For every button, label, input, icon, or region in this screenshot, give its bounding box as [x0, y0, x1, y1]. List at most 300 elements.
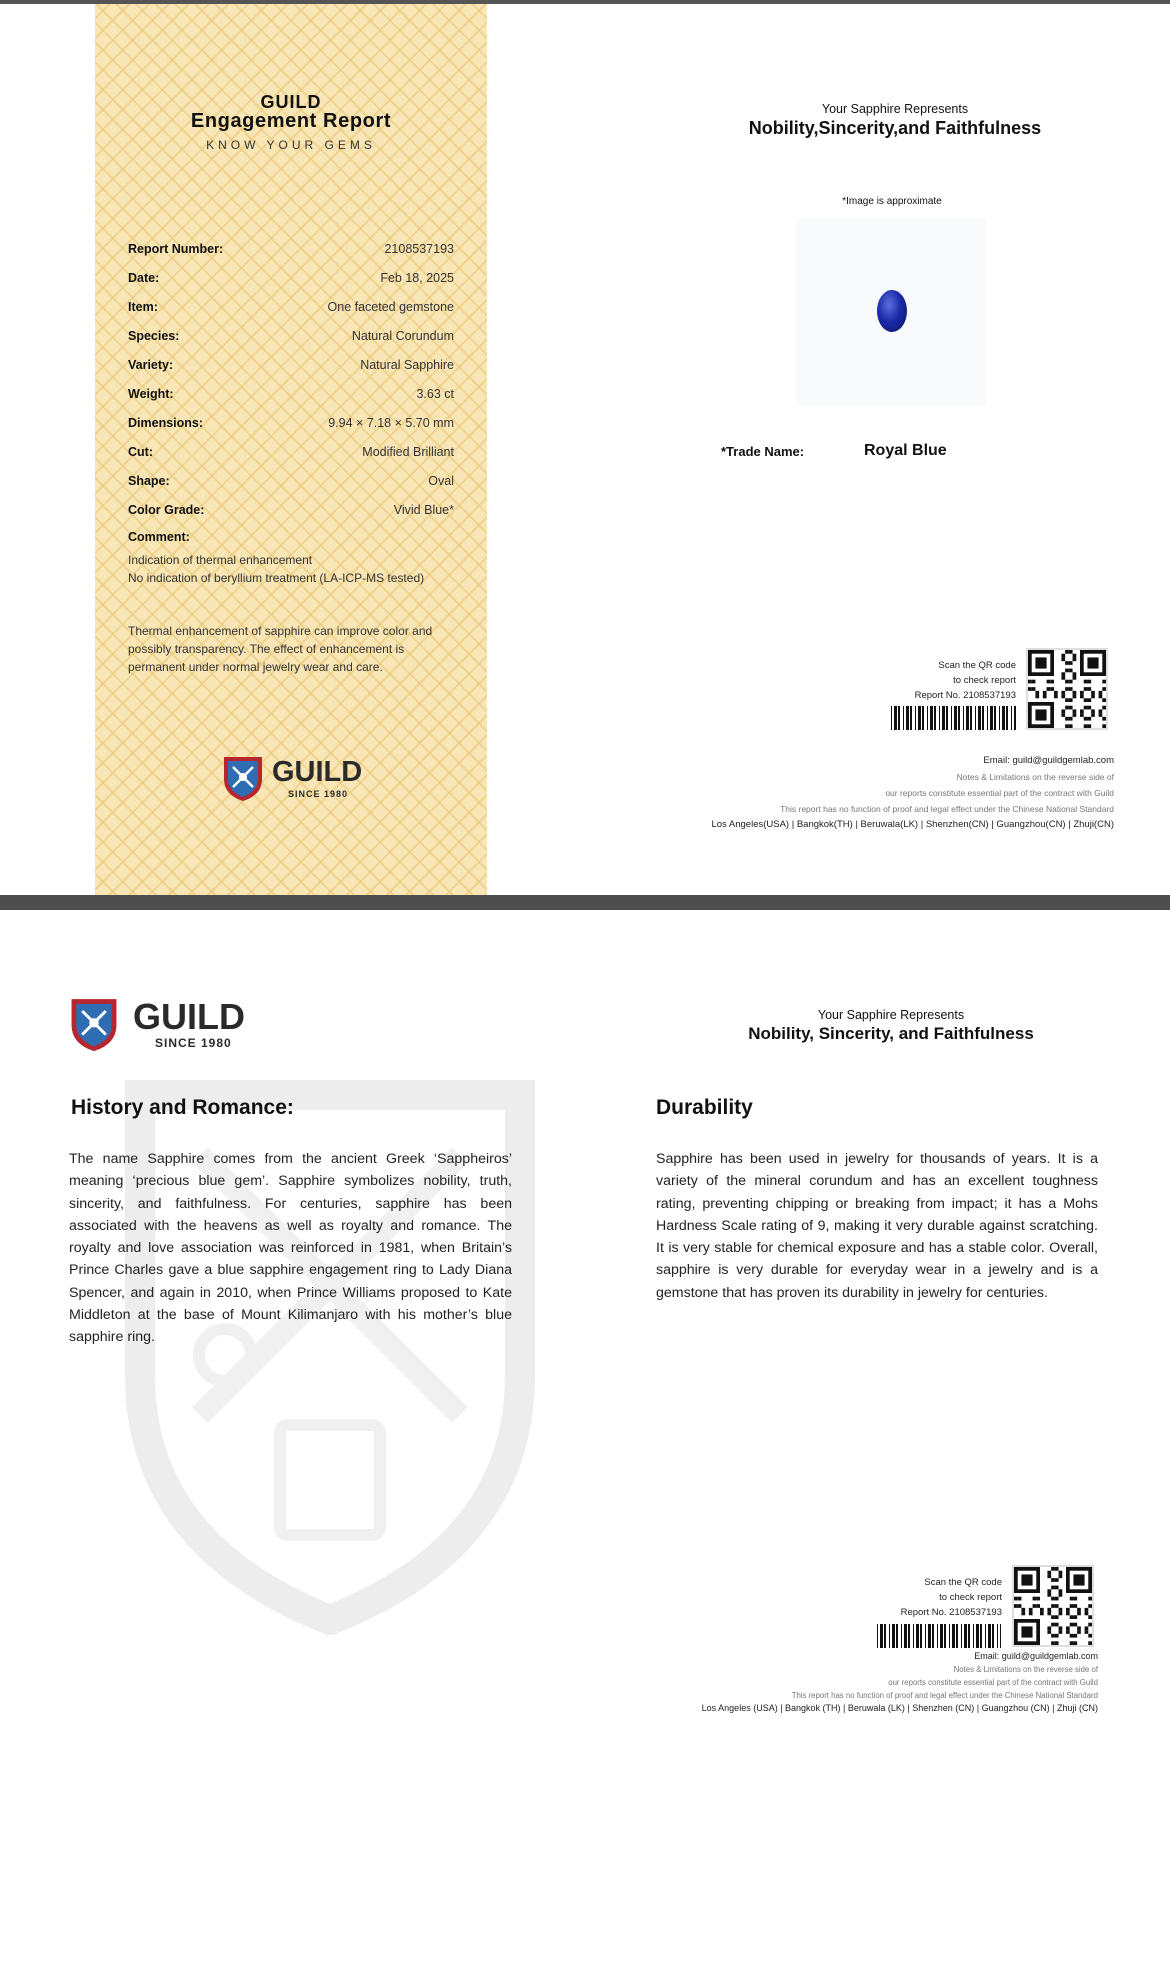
qr-module — [1073, 1623, 1077, 1627]
qr-module — [1084, 698, 1088, 702]
qr-module — [1080, 695, 1084, 699]
qr-module — [1065, 724, 1069, 728]
qr-module — [1059, 1608, 1063, 1612]
logo-wordmark: GUILD — [133, 996, 245, 1037]
qr-module — [1070, 1597, 1074, 1601]
thermal-note: Thermal enhancement of sapphire can improve color and possibly transparency. The effect of enhancement is permanent under normal jewelry wear and care. — [128, 624, 433, 674]
scan-line: Scan the QR code — [924, 1577, 1002, 1588]
qr-module — [1085, 1608, 1089, 1612]
qr-module — [1080, 713, 1084, 717]
qr-module — [1070, 1634, 1074, 1638]
barcode-bar — [990, 706, 993, 730]
barcode-bar — [940, 1624, 943, 1648]
footer-note: our reports constitute essential part of the contract with Guild — [885, 788, 1114, 798]
qr-module — [1085, 1630, 1089, 1634]
qr-module — [1073, 1641, 1077, 1645]
qr-module — [1043, 695, 1047, 699]
field-weight — [128, 387, 454, 407]
barcode-bar — [916, 1624, 919, 1648]
field-value: Feb 18, 2025 — [380, 271, 454, 285]
comment-line: Indication of thermal enhancement — [128, 553, 313, 567]
qr-finder — [1021, 1626, 1032, 1637]
qr-module — [1087, 717, 1091, 721]
qr-module — [1069, 706, 1073, 710]
report-panel — [95, 4, 487, 895]
qr-module — [1073, 691, 1077, 695]
qr-module — [1055, 1567, 1059, 1571]
logo-since: SINCE 1980 — [155, 1036, 232, 1050]
qr-module — [1018, 1604, 1022, 1608]
qr-module — [1040, 1608, 1044, 1612]
field-report-number — [128, 242, 454, 262]
field-color-grade — [128, 503, 454, 523]
barcode-bar — [985, 1624, 986, 1648]
barcode-bar — [987, 706, 988, 730]
qr-module — [1051, 1604, 1055, 1608]
field-date — [128, 271, 454, 291]
qr-module — [1087, 706, 1091, 710]
qr-module — [1066, 1608, 1070, 1612]
qr-module — [1088, 1615, 1092, 1619]
field-variety — [128, 358, 454, 378]
field-value: Vivid Blue* — [393, 503, 454, 517]
qr-module — [1087, 724, 1091, 728]
qr-module — [1102, 706, 1106, 710]
qr-module — [1050, 687, 1054, 691]
qr-module — [1032, 680, 1036, 684]
qr-module — [1065, 687, 1069, 691]
barcode-bar — [915, 706, 916, 730]
barcode-bar — [951, 706, 952, 730]
qr-module — [1054, 695, 1058, 699]
field-shape — [128, 474, 454, 494]
qr-module — [1050, 680, 1054, 684]
qr-module — [1061, 691, 1065, 695]
qr-module — [1051, 1597, 1055, 1601]
qr-module — [1099, 709, 1103, 713]
qr-module — [1051, 1578, 1055, 1582]
qr-module — [1073, 1604, 1077, 1608]
qr-module — [1035, 691, 1039, 695]
barcode-bar — [889, 1624, 890, 1648]
qr-module — [1088, 1604, 1092, 1608]
qr-module — [1073, 1634, 1077, 1638]
qr-module — [1043, 691, 1047, 695]
barcode-bar — [949, 1624, 950, 1648]
barcode-bar — [918, 706, 921, 730]
trade-name-label: *Trade Name: — [721, 444, 805, 459]
qr-module — [1077, 1608, 1081, 1612]
barcode-bar — [892, 1624, 895, 1648]
qr-module — [1084, 724, 1088, 728]
field-item — [128, 300, 454, 320]
qr-module — [1051, 1634, 1055, 1638]
field-label: Shape: — [128, 474, 170, 488]
qr-module — [1065, 706, 1069, 710]
represents-subtitle: Your Sapphire Represents — [817, 1008, 965, 1022]
qr-module — [1066, 1630, 1070, 1634]
footer-locations: Los Angeles (USA) | Bangkok (TH) | Beruwala (LK) | Shenzhen (CN) | Guangzhou (CN) | Zhuji (CN) — [701, 1703, 1098, 1713]
qr-module — [1055, 1634, 1059, 1638]
qr-finder — [1035, 709, 1046, 720]
barcode-bar — [877, 1624, 878, 1648]
gem-image — [796, 218, 986, 406]
field-cut — [128, 445, 454, 465]
barcode-bar — [978, 706, 981, 730]
barcode-bar — [927, 706, 928, 730]
qr-module — [1047, 680, 1051, 684]
barcode-bar — [1011, 706, 1012, 730]
qr-module — [1073, 709, 1077, 713]
trade-name-value: Royal Blue — [864, 442, 947, 459]
field-label: Report Number: — [128, 242, 224, 256]
qr-module — [1055, 1586, 1059, 1590]
qr-module — [1047, 1589, 1051, 1593]
page-separator — [0, 895, 1170, 910]
barcode-bar — [884, 1624, 886, 1648]
comment-text — [128, 551, 428, 587]
field-label: Dimensions: — [128, 416, 204, 430]
sapphire-gem — [877, 290, 907, 332]
qr-module — [1047, 1630, 1051, 1634]
qr-module — [1055, 1597, 1059, 1601]
represents-title: Nobility,Sincerity,and Faithfulness — [748, 118, 1042, 138]
qr-module — [1069, 698, 1073, 702]
panel-title: Engagement Report — [190, 110, 392, 132]
qr-module — [1087, 687, 1091, 691]
qr-module — [1069, 724, 1073, 728]
panel-brand: GUILD — [260, 92, 322, 112]
qr-module — [1033, 1597, 1037, 1601]
barcode-bar — [973, 1624, 974, 1648]
barcode-bar — [946, 706, 948, 730]
qr-module — [1069, 687, 1073, 691]
barcode-bar — [937, 1624, 938, 1648]
qr-module — [1102, 687, 1106, 691]
qr-module — [1065, 669, 1069, 673]
qr-module — [1073, 672, 1077, 676]
qr-module — [1028, 687, 1032, 691]
field-value: 9.94 × 7.18 × 5.70 mm — [328, 416, 454, 430]
field-label: Cut: — [128, 445, 153, 459]
barcode-bar — [980, 1624, 982, 1648]
qr-module — [1059, 1593, 1063, 1597]
barcode-bar — [925, 1624, 926, 1648]
qr-module — [1070, 1615, 1074, 1619]
field-value: One faceted gemstone — [327, 300, 454, 314]
barcode-bar — [952, 1624, 955, 1648]
qr-module — [1070, 1604, 1074, 1608]
qr-module — [1084, 680, 1088, 684]
qr-module — [1055, 1641, 1059, 1645]
qr-module — [1088, 1634, 1092, 1638]
field-label: Species: — [128, 329, 180, 343]
qr-module — [1055, 1623, 1059, 1627]
qr-module — [1047, 1612, 1051, 1616]
barcode-bar — [891, 706, 892, 730]
barcode-bar — [922, 706, 924, 730]
qr-module — [1073, 1597, 1077, 1601]
qr-module — [1047, 1626, 1051, 1630]
qr-module — [1059, 1589, 1063, 1593]
qr-module — [1061, 654, 1065, 658]
qr-module — [1033, 1604, 1037, 1608]
qr-finder — [1073, 1574, 1084, 1585]
qr-module — [1073, 713, 1077, 717]
qr-module — [1087, 698, 1091, 702]
barcode-bar — [963, 706, 964, 730]
qr-module — [1065, 661, 1069, 665]
barcode-bar — [961, 1624, 962, 1648]
qr-module — [1061, 695, 1065, 699]
history-body: The name Sapphire comes from the ancient Greek ‘Sappheiros’ meaning ‘precious blue gem’. Sapphire symbolizes nobility, truth, sincerity, and faithfulness. For centuries, sapphire has been associated with the heavens as well as royalty and romance. The royalty and love association was reinforced in 1981, when Britain’s Prince Charles gave a blue sapphire engagement ring to Lady Diana Spencer, and again in 2010, when Prince Williams proposed to Kate Middleton at the base of Mount Kilimanjaro with his mother’s blue sapphire ring. — [69, 1151, 512, 1346]
barcode-bar — [939, 706, 940, 730]
barcode-bar — [880, 1624, 883, 1648]
qr-instructions — [802, 1575, 1002, 1620]
barcode-bar — [999, 706, 1000, 730]
barcode-bar — [934, 706, 936, 730]
qr-module — [1070, 1623, 1074, 1627]
guild-shield-icon — [68, 992, 120, 1056]
qr-module — [1088, 1641, 1092, 1645]
qr-module — [1055, 1578, 1059, 1582]
footer-note: This report has no function of proof and legal effect under the Chinese National Standard — [780, 804, 1114, 814]
qr-module — [1014, 1604, 1018, 1608]
footer-note: our reports constitute essential part of the contract with Guild — [888, 1678, 1098, 1687]
qr-module — [1099, 691, 1103, 695]
barcode-bar — [932, 1624, 934, 1648]
footer-note: Notes & Limitations on the reverse side of — [956, 772, 1114, 782]
qr-instructions — [816, 658, 1016, 703]
qr-module — [1102, 724, 1106, 728]
scan-line: to check report — [939, 1592, 1002, 1603]
barcode-bar — [894, 706, 897, 730]
qr-module — [1035, 695, 1039, 699]
field-value: 3.63 ct — [416, 387, 454, 401]
qr-module — [1085, 1626, 1089, 1630]
qr-code[interactable] — [1026, 648, 1108, 730]
qr-module — [1036, 1597, 1040, 1601]
qr-module — [1091, 691, 1095, 695]
barcode-bar — [997, 1624, 998, 1648]
barcode-bar — [1006, 706, 1008, 730]
qr-module — [1047, 687, 1051, 691]
represents-subtitle: Your Sapphire Represents — [821, 102, 969, 116]
barcode-bar — [988, 1624, 991, 1648]
qr-module — [1102, 717, 1106, 721]
qr-module — [1077, 1626, 1081, 1630]
footer-email: Email: guild@guildgemlab.com — [974, 1651, 1098, 1661]
qr-module — [1061, 713, 1065, 717]
qr-module — [1091, 709, 1095, 713]
qr-module — [1102, 698, 1106, 702]
qr-module — [1069, 680, 1073, 684]
qr-module — [1073, 676, 1077, 680]
qr-module — [1088, 1597, 1092, 1601]
qr-module — [1069, 650, 1073, 654]
barcode-bar — [928, 1624, 931, 1648]
qr-module — [1051, 1623, 1055, 1627]
qr-module — [1073, 657, 1077, 661]
qr-module — [1051, 1567, 1055, 1571]
barcode-bar — [908, 1624, 910, 1648]
barcode-bar — [1000, 1624, 1001, 1648]
barcode-bar — [970, 706, 972, 730]
qr-module — [1047, 1574, 1051, 1578]
qr-module — [1084, 706, 1088, 710]
qr-finder — [1087, 657, 1098, 668]
qr-module — [1070, 1641, 1074, 1645]
scan-line: Report No. 2108537193 — [900, 1607, 1002, 1618]
qr-module — [1028, 680, 1032, 684]
field-label: Variety: — [128, 358, 174, 372]
logo-wordmark: GUILD — [272, 756, 363, 788]
footer-locations: Los Angeles(USA) | Bangkok(TH) | Beruwala(LK) | Shenzhen(CN) | Guangzhou(CN) | Zhuji(CN) — [711, 819, 1114, 830]
qr-module — [1088, 1623, 1092, 1627]
durability-heading: Durability — [656, 1096, 753, 1119]
barcode-bar — [901, 1624, 902, 1648]
field-label: Weight: — [128, 387, 174, 401]
qr-module — [1021, 1608, 1025, 1612]
field-label: Item: — [128, 300, 158, 314]
qr-module — [1059, 1612, 1063, 1616]
page1-footer — [600, 753, 1114, 833]
qr-module — [1073, 1615, 1077, 1619]
barcode-bar — [898, 706, 900, 730]
qr-module — [1065, 680, 1069, 684]
qr-module — [1061, 676, 1065, 680]
qr-module — [1080, 709, 1084, 713]
page2-footer — [598, 1650, 1098, 1715]
barcode-bar — [1014, 706, 1016, 730]
qr-module — [1069, 661, 1073, 665]
field-dimensions — [128, 416, 454, 436]
qr-module — [1047, 1593, 1051, 1597]
barcode-bar — [1002, 706, 1005, 730]
scan-line: Scan the QR code — [938, 660, 1016, 671]
qr-finder — [1021, 1574, 1032, 1585]
qr-module — [1061, 657, 1065, 661]
field-value: Modified Brilliant — [362, 445, 454, 459]
history-heading: History and Romance: — [71, 1096, 294, 1119]
barcode-bar — [968, 1624, 970, 1648]
field-label: Date: — [128, 271, 160, 285]
qr-module — [1073, 695, 1077, 699]
qr-module — [1051, 1615, 1055, 1619]
barcode-bar — [958, 706, 960, 730]
barcode-bar — [964, 1624, 967, 1648]
qr-module — [1029, 1612, 1033, 1616]
barcode-bar — [992, 1624, 994, 1648]
qr-module — [1055, 1615, 1059, 1619]
qr-code[interactable] — [1012, 1565, 1094, 1647]
qr-module — [1084, 687, 1088, 691]
comment-line: No indication of beryllium treatment (LA-ICP-MS tested) — [128, 571, 425, 585]
barcode-bar — [913, 1624, 914, 1648]
qr-module — [1066, 1626, 1070, 1630]
field-species — [128, 329, 454, 349]
image-approx-note: *Image is approximate — [842, 196, 942, 207]
guild-shield-icon — [221, 753, 265, 803]
qr-module — [1073, 654, 1077, 658]
panel-tagline: KNOW YOUR GEMS — [206, 138, 376, 152]
qr-module — [1065, 717, 1069, 721]
logo-since: SINCE 1980 — [288, 789, 349, 799]
qr-module — [1069, 669, 1073, 673]
qr-module — [1054, 691, 1058, 695]
barcode-bar — [976, 1624, 979, 1648]
barcode-bar — [906, 706, 909, 730]
comment-label: Comment: — [128, 530, 190, 544]
qr-module — [1059, 1630, 1063, 1634]
barcode — [877, 1624, 1001, 1648]
qr-module — [1051, 1586, 1055, 1590]
footer-note: Notes & Limitations on the reverse side of — [953, 1665, 1098, 1674]
qr-module — [1036, 1604, 1040, 1608]
qr-module — [1084, 717, 1088, 721]
qr-module — [1018, 1597, 1022, 1601]
barcode-bar — [966, 706, 969, 730]
barcode — [891, 706, 1016, 730]
qr-module — [1032, 687, 1036, 691]
qr-module — [1099, 713, 1103, 717]
qr-module — [1021, 1612, 1025, 1616]
barcode-bar — [942, 706, 945, 730]
footer-note: This report has no function of proof and legal effect under the Chinese National Standard — [791, 1691, 1098, 1700]
field-value: Oval — [428, 474, 454, 488]
qr-module — [1102, 680, 1106, 684]
qr-module — [1059, 1571, 1063, 1575]
qr-module — [1040, 1612, 1044, 1616]
qr-module — [1066, 1612, 1070, 1616]
field-value: Natural Corundum — [351, 329, 454, 343]
footer-email: Email: guild@guildgemlab.com — [983, 755, 1114, 766]
qr-module — [1065, 650, 1069, 654]
scan-line: Report No. 2108537193 — [914, 690, 1016, 701]
qr-module — [1099, 695, 1103, 699]
qr-module — [1061, 672, 1065, 676]
represents-title: Nobility, Sincerity, and Faithfulness — [748, 1024, 1034, 1043]
barcode-bar — [954, 706, 957, 730]
qr-module — [1051, 1641, 1055, 1645]
barcode-bar — [930, 706, 933, 730]
barcode-bar — [956, 1624, 958, 1648]
qr-module — [1014, 1597, 1018, 1601]
scan-line: to check report — [953, 675, 1016, 686]
qr-module — [1061, 709, 1065, 713]
qr-module — [1091, 713, 1095, 717]
qr-module — [1059, 1574, 1063, 1578]
barcode-bar — [903, 706, 904, 730]
barcode-bar — [910, 706, 912, 730]
qr-module — [1047, 1571, 1051, 1575]
qr-module — [1055, 1604, 1059, 1608]
barcode-bar — [920, 1624, 922, 1648]
barcode-bar — [994, 706, 996, 730]
qr-module — [1087, 680, 1091, 684]
qr-module — [1029, 1608, 1033, 1612]
qr-module — [1059, 1626, 1063, 1630]
barcode-bar — [896, 1624, 898, 1648]
qr-module — [1069, 717, 1073, 721]
field-value: 2108537193 — [384, 242, 454, 256]
qr-module — [1080, 691, 1084, 695]
qr-finder — [1035, 657, 1046, 668]
barcode-bar — [982, 706, 984, 730]
barcode-bar — [944, 1624, 946, 1648]
qr-module — [1077, 1612, 1081, 1616]
field-label: Color Grade: — [128, 503, 205, 517]
